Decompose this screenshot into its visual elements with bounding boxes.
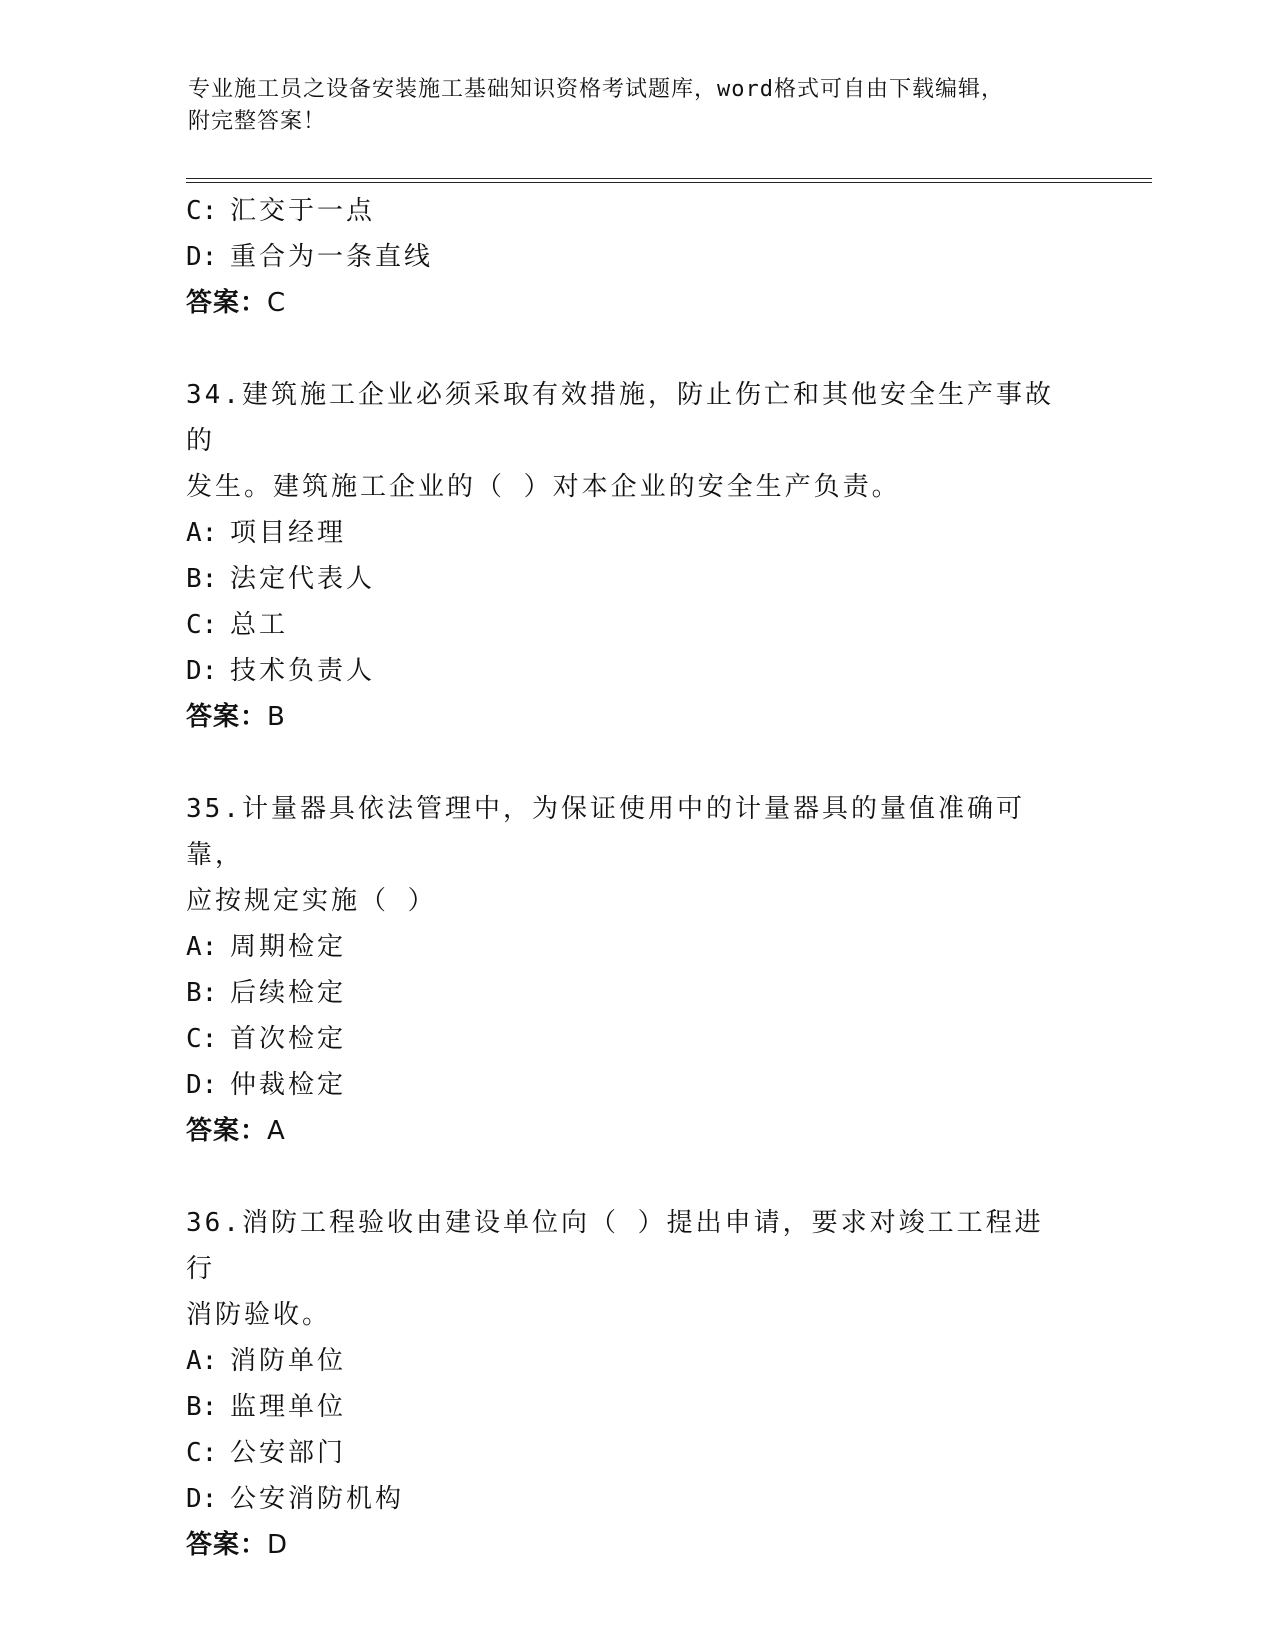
option-letter: B: xyxy=(186,564,218,594)
option-d xyxy=(186,1062,1086,1108)
answer-value: C xyxy=(267,288,287,318)
answer-line xyxy=(186,280,1086,326)
option-letter: C: xyxy=(186,1438,218,1468)
option-b xyxy=(186,970,1086,1016)
option-d xyxy=(186,648,1086,694)
option-letter: D: xyxy=(186,242,218,272)
question-34 xyxy=(186,372,1086,740)
question-stem-line-2: 消防验收。 xyxy=(186,1300,332,1330)
answer-label: 答案： xyxy=(186,1116,268,1146)
header-double-rule xyxy=(186,178,1152,183)
option-text: 法定代表人 xyxy=(230,564,376,594)
answer-line xyxy=(186,1108,1086,1154)
option-text: 总工 xyxy=(230,610,289,640)
question-35 xyxy=(186,786,1086,1154)
question-33-tail xyxy=(186,188,1086,326)
document-body xyxy=(186,188,1086,1568)
option-d xyxy=(186,234,1086,280)
answer-label: 答案： xyxy=(186,702,268,732)
option-a xyxy=(186,510,1086,556)
option-letter: A: xyxy=(186,518,218,548)
answer-label: 答案： xyxy=(186,288,268,318)
option-a xyxy=(186,924,1086,970)
option-text: 技术负责人 xyxy=(230,656,376,686)
question-36 xyxy=(186,1200,1086,1568)
option-text: 汇交于一点 xyxy=(230,196,376,226)
option-c xyxy=(186,188,1086,234)
question-stem-line-2: 发生。建筑施工企业的（ ）对本企业的安全生产负责。 xyxy=(186,472,901,502)
option-text: 仲裁检定 xyxy=(230,1070,347,1100)
question-stem-line-1: 35.计量器具依法管理中，为保证使用中的计量器具的量值准确可靠， xyxy=(186,794,1025,870)
answer-line xyxy=(186,1522,1086,1568)
option-c xyxy=(186,1016,1086,1062)
answer-value: A xyxy=(267,1116,286,1146)
answer-label: 答案： xyxy=(186,1530,268,1560)
option-letter: D: xyxy=(186,1484,218,1514)
option-text: 消防单位 xyxy=(230,1346,347,1376)
answer-value: D xyxy=(267,1530,289,1560)
option-b xyxy=(186,1384,1086,1430)
option-letter: D: xyxy=(186,1070,218,1100)
option-text: 公安部门 xyxy=(230,1438,347,1468)
question-stem-line-1: 36.消防工程验收由建设单位向（ ）提出申请，要求对竣工工程进行 xyxy=(186,1208,1044,1284)
option-text: 项目经理 xyxy=(230,518,347,548)
option-letter: C: xyxy=(186,196,218,226)
option-text: 后续检定 xyxy=(230,978,347,1008)
option-letter: A: xyxy=(186,932,218,962)
header-line-2: 附完整答案！ xyxy=(188,109,327,134)
option-letter: B: xyxy=(186,1392,218,1422)
option-text: 监理单位 xyxy=(230,1392,347,1422)
option-c xyxy=(186,602,1086,648)
question-stem-line-1: 34.建筑施工企业必须采取有效措施，防止伤亡和其他安全生产事故的 xyxy=(186,380,1054,456)
answer-line xyxy=(186,694,1086,740)
option-text: 首次检定 xyxy=(230,1024,347,1054)
header-line-1: 专业施工员之设备安装施工基础知识资格考试题库，word格式可自由下载编辑， xyxy=(188,77,1004,102)
page-header xyxy=(188,74,1088,138)
option-letter: D: xyxy=(186,656,218,686)
option-a xyxy=(186,1338,1086,1384)
option-letter: B: xyxy=(186,978,218,1008)
option-text: 重合为一条直线 xyxy=(230,242,434,272)
option-letter: A: xyxy=(186,1346,218,1376)
option-d xyxy=(186,1476,1086,1522)
option-b xyxy=(186,556,1086,602)
option-text: 公安消防机构 xyxy=(230,1484,405,1514)
option-letter: C: xyxy=(186,1024,218,1054)
option-text: 周期检定 xyxy=(230,932,347,962)
option-c xyxy=(186,1430,1086,1476)
option-letter: C: xyxy=(186,610,218,640)
question-stem-line-2: 应按规定实施（ ） xyxy=(186,886,437,916)
answer-value: B xyxy=(267,702,286,732)
